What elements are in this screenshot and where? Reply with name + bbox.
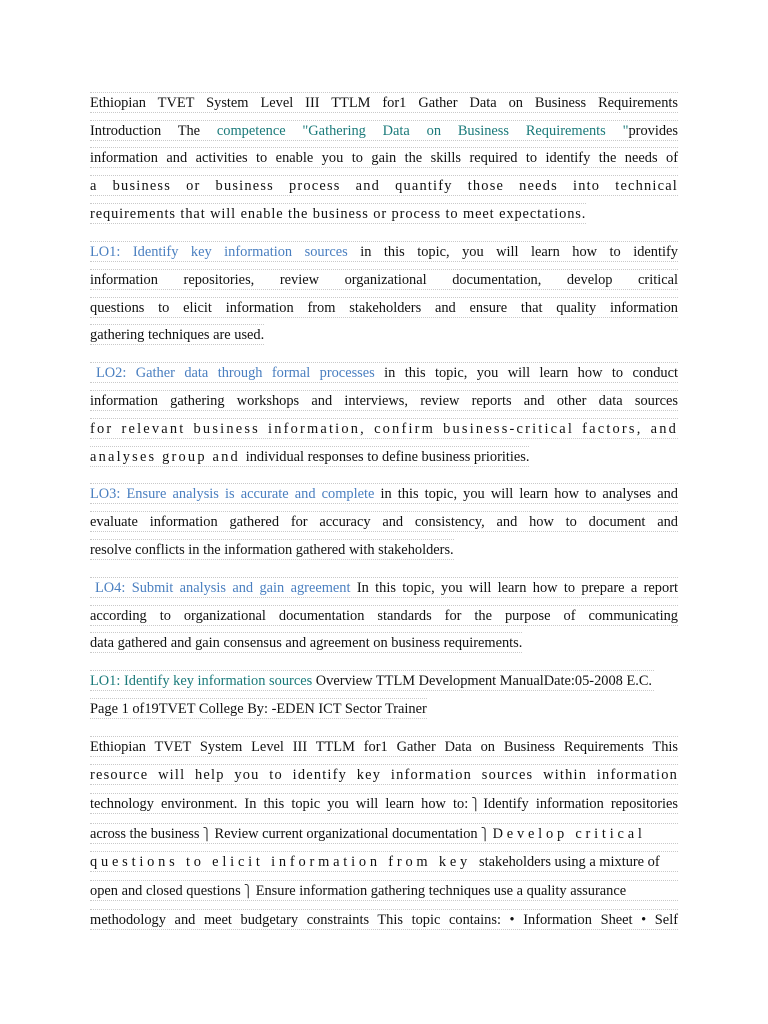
line-text: evaluate information gathered for accuracy and consistency, and how to document and [90, 514, 678, 530]
line-text: methodology and meet budgetary constraints This topic contains: • Information Sheet • Self [90, 912, 678, 928]
text-line [90, 241, 678, 262]
text-line [90, 632, 522, 653]
line-text: for relevant business information, confirm business-critical factors, and [90, 421, 678, 437]
line-text: analyses group and [90, 449, 246, 465]
line-text: requirements that will enable the business or process to meet expectations. [90, 206, 587, 222]
line-text: data gathered and gain consensus and agreement on business requirements. [90, 635, 523, 651]
overview-link[interactable]: LO1: Identify key information sources [90, 673, 313, 689]
lo3-link[interactable]: LO3: Ensure analysis is accurate and complete [90, 486, 375, 502]
text-line [90, 793, 678, 814]
text-line [90, 670, 654, 691]
text-line [90, 147, 678, 168]
lo4-link[interactable]: LO4: Submit analysis and gain agreement [95, 580, 351, 596]
text-line [90, 880, 678, 901]
line-text: Develop critical [492, 826, 646, 842]
text-line [90, 483, 678, 504]
text-line [90, 823, 678, 844]
text-line [90, 446, 529, 467]
text-line [90, 203, 586, 224]
text-line [90, 269, 678, 290]
line-text: a business or business process and quantify those needs into technical [90, 178, 678, 194]
line-text: open and closed questions [90, 883, 241, 899]
line-text: In this topic, you will learn how to prepare a report [350, 580, 678, 596]
competence-link[interactable]: competence "Gathering Data on Business Requirements " [216, 123, 629, 139]
text-line [90, 297, 678, 318]
lo2-link[interactable]: LO2: Gather data through formal processes [96, 365, 375, 381]
text-line [90, 120, 678, 141]
text-line [90, 390, 678, 411]
line-text: in this topic, you will learn how to identify [347, 244, 678, 260]
line-text: information repositories, review organizational documentation, develop critical [90, 272, 678, 288]
line-text: Ethiopian TVET System Level III TTLM for1 Gather Data on Business Requirements This [90, 739, 678, 755]
line-text: Overview TTLM Development ManualDate:05-2008 E.C. [312, 673, 653, 689]
text-line [90, 324, 264, 345]
line-text: Ethiopian TVET System Level III TTLM for1 Gather Data on Business Requirements [90, 95, 678, 111]
bullet-bracket-icon: ⎫ [471, 797, 481, 811]
line-text: provides [628, 123, 679, 139]
line-text: Identify information repositories [483, 796, 678, 812]
line-text: technology environment. In this topic you will learn how to: [90, 796, 469, 812]
text-line [90, 362, 678, 383]
line-text: according to organizational documentation standards for the purpose of communicating [90, 608, 678, 624]
text-line [90, 909, 678, 930]
lo1-link[interactable]: LO1: Identify key information sources [90, 244, 348, 260]
line-text: information and activities to enable you to gain the skills required to identify the needs of [90, 150, 678, 166]
bullet-bracket-icon: ⎫ [202, 827, 212, 841]
text-line [90, 418, 678, 439]
text-line [90, 577, 678, 598]
text-line [90, 511, 678, 532]
line-text: gathering techniques are used. [90, 327, 265, 343]
line-text: Ensure information gathering techniques use a quality assurance [255, 883, 627, 899]
line-text: Introduction The [90, 123, 217, 139]
line-text: questions to elicit information from stakeholders and ensure that quality information [90, 300, 678, 316]
line-text: in this topic, you will learn how to conduct [374, 365, 679, 381]
text-line [90, 764, 678, 785]
text-line [90, 736, 678, 757]
bullet-bracket-icon: ⎫ [480, 827, 490, 841]
text-line [90, 851, 678, 872]
line-text: in this topic, you will learn how to analyses and [374, 486, 679, 502]
line-text: resource will help you to identify key information sources within information [90, 767, 678, 783]
text-line [90, 605, 678, 626]
text-line [90, 92, 678, 113]
page-footer-text: Page 1 of19TVET College By: -EDEN ICT Sector Trainer [90, 701, 427, 717]
text-line [90, 698, 427, 719]
line-text: resolve conflicts in the information gathered with stakeholders. [90, 542, 454, 558]
line-text: across the business [90, 826, 200, 842]
text-line [90, 539, 454, 560]
line-text: individual responses to define business priorities. [245, 449, 530, 465]
text-line [90, 175, 678, 196]
line-text: Review current organizational documentation [214, 826, 478, 842]
line-text: questions to elicit information from key [90, 854, 472, 870]
bullet-bracket-icon: ⎫ [243, 884, 253, 898]
line-text: stakeholders using a mixture of [479, 854, 660, 870]
line-text: information gathering workshops and interviews, review reports and other data sources [90, 393, 678, 409]
